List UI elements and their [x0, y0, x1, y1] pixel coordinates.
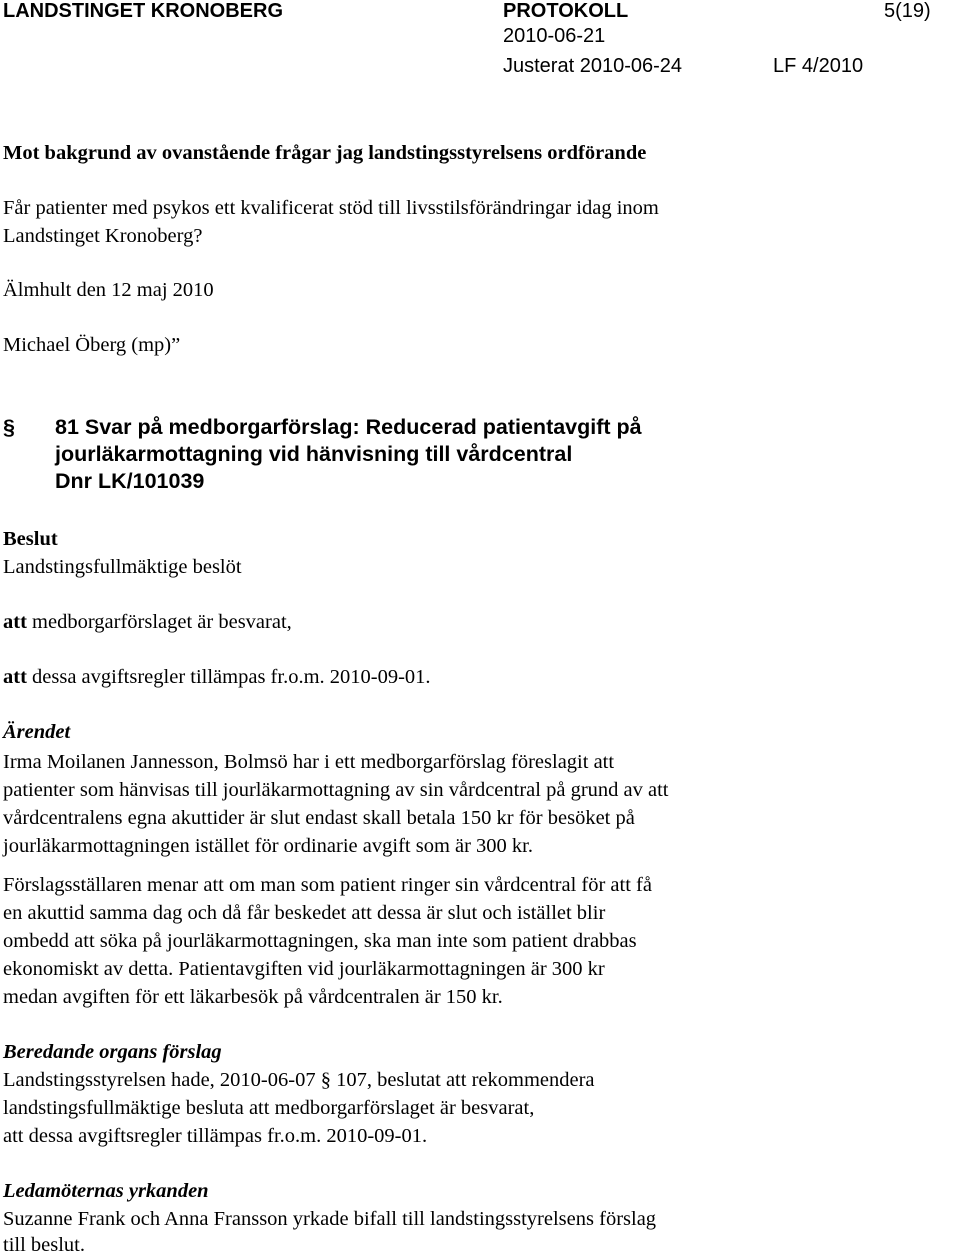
- arendet-p1-line-1: Irma Moilanen Jannesson, Bolmsö har i ett medborgarförslag föreslagit att: [3, 751, 615, 773]
- page-number: 5(19): [884, 0, 931, 22]
- ledamoter-line-2: till beslut.: [3, 1234, 85, 1256]
- beredande-line-1: Landstingsstyrelsen hade, 2010-06-07 § 107, beslutat att rekommendera: [3, 1069, 595, 1091]
- att-word: att: [3, 611, 27, 633]
- item-title-line-1: 81 Svar på medborgarförslag: Reducerad patientavgift på: [55, 415, 642, 439]
- beredande-line-2: landstingsfullmäktige besluta att medborgarförslaget är besvarat,: [3, 1097, 535, 1119]
- arendet-p2-line-5: medan avgiften för ett läkarbesök på vårdcentralen är 150 kr.: [3, 986, 503, 1008]
- document-type: PROTOKOLL: [503, 0, 629, 22]
- ledamoter-heading: Ledamöternas yrkanden: [3, 1180, 209, 1202]
- agenda-item-heading: [3, 414, 642, 495]
- question-intro: Mot bakgrund av ovanstående frågar jag landstingsstyrelsens ordförande: [3, 142, 647, 164]
- arendet-p2-line-3: ombedd att söka på jourläkarmottagningen, ska man inte som patient drabbas: [3, 930, 637, 952]
- signature-line: Michael Öberg (mp)”: [3, 334, 181, 356]
- document-reference: LF 4/2010: [773, 55, 864, 77]
- organization-name: LANDSTINGET KRONOBERG: [3, 0, 283, 22]
- beredande-line-3: att dessa avgiftsregler tillämpas fr.o.m. 2010-09-01.: [3, 1125, 428, 1147]
- question-line-1: Får patienter med psykos ett kvalificerat stöd till livsstilsförändringar idag inom: [3, 197, 659, 219]
- question-line-2: Landstinget Kronoberg?: [3, 225, 203, 247]
- arendet-heading: Ärendet: [3, 721, 71, 743]
- beslut-heading: Beslut: [3, 528, 58, 550]
- arendet-p1-line-2: patienter som hänvisas till jourläkarmottagning av sin vårdcentral på grund av att: [3, 779, 669, 801]
- item-dnr: Dnr LK/101039: [55, 469, 205, 493]
- att-word: att: [3, 666, 27, 688]
- arendet-p2-line-4: ekonomiskt av detta. Patientavgiften vid jourläkarmottagningen är 300 kr: [3, 958, 605, 980]
- justerat-date: Justerat 2010-06-24: [503, 55, 683, 77]
- beredande-heading: Beredande organs förslag: [3, 1041, 222, 1063]
- place-date: Älmhult den 12 maj 2010: [3, 279, 214, 301]
- arendet-p1-line-3: vårdcentralens egna akuttider är slut endast skall betala 150 kr för besöket på: [3, 807, 635, 829]
- clause-1-text: medborgarförslaget är besvarat,: [26, 611, 292, 633]
- arendet-p2-line-2: en akuttid samma dag och då får beskedet att dessa är slut och istället blir: [3, 902, 606, 924]
- arendet-p2-line-1: Förslagsställaren menar att om man som patient ringer sin vårdcentral för att få: [3, 874, 652, 896]
- beslut-clause-2: [3, 663, 431, 691]
- ledamoter-line-1: Suzanne Frank och Anna Fransson yrkade bifall till landstingsstyrelsens förslag: [3, 1208, 657, 1230]
- section-sign: §: [3, 415, 15, 439]
- beslut-clause-1: [3, 608, 292, 636]
- beslut-body: Landstingsfullmäktige beslöt: [3, 556, 242, 578]
- document-date: 2010-06-21: [503, 25, 606, 47]
- arendet-p1-line-4: jourläkarmottagningen istället för ordinarie avgift som är 300 kr.: [3, 835, 534, 857]
- item-title-line-2: jourläkarmottagning vid hänvisning till vårdcentral: [55, 442, 573, 466]
- clause-2-text: dessa avgiftsregler tillämpas fr.o.m. 2010-09-01.: [26, 666, 431, 688]
